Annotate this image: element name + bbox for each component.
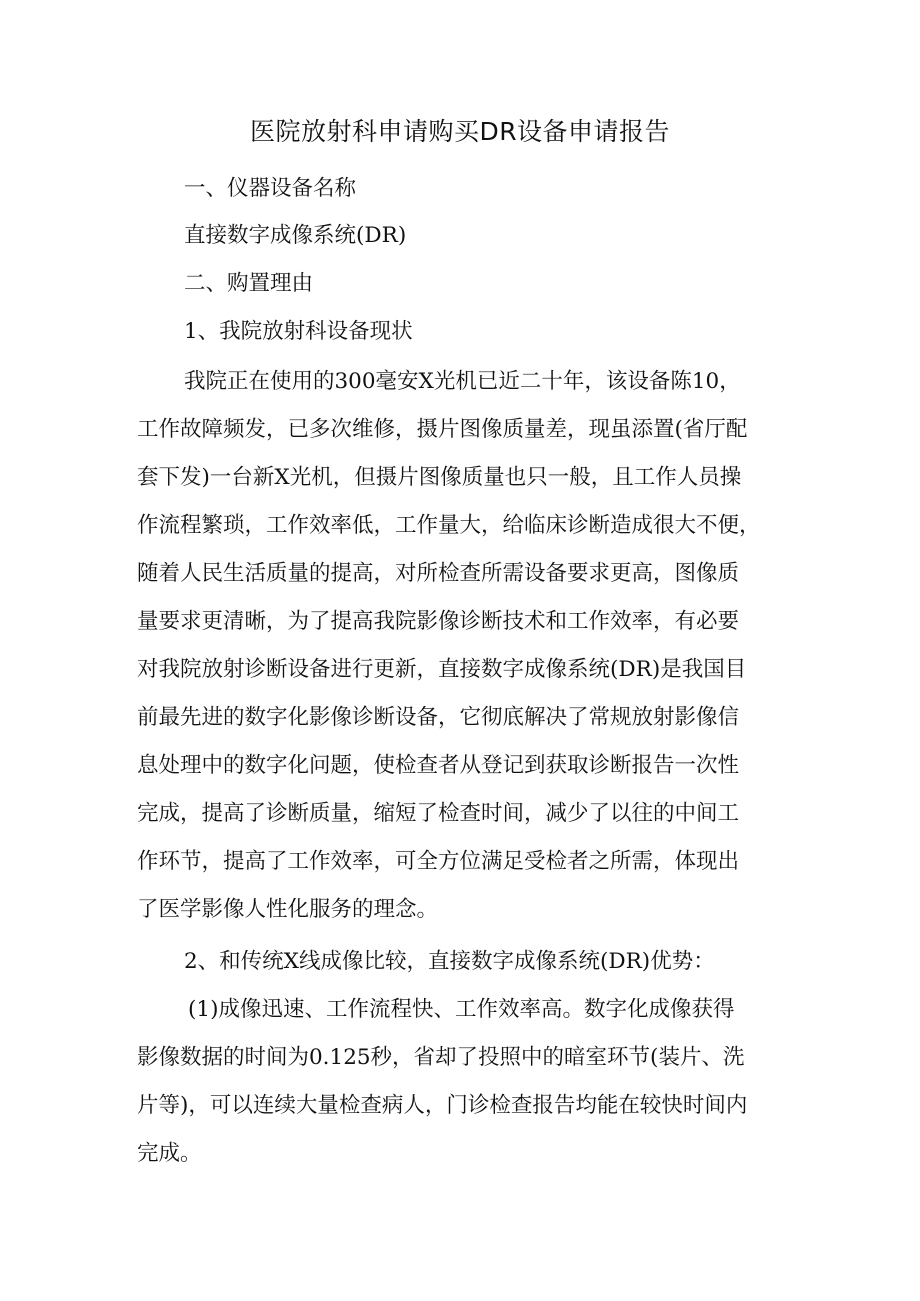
paragraph-line: 息处理中的数字化问题，使检查者从登记到获取诊断报告一次性: [137, 753, 740, 778]
paragraph-line: 作流程繁琐，工作效率低，工作量大，给临床诊断造成很大不便，: [137, 513, 761, 538]
paragraph-line: 了医学影像人性化服务的理念。: [137, 897, 439, 922]
paragraph-line: 前最先进的数字化影像诊断设备，它彻底解决了常规放射影像信: [137, 705, 740, 730]
equipment-name: 直接数字成像系统(DR): [184, 223, 407, 248]
paragraph-line: 影像数据的时间为0.125秒，省却了投照中的暗室环节(装片、洗: [137, 1045, 745, 1070]
paragraph-line: 量要求更清晰，为了提高我院影像诊断技术和工作效率，有必要: [137, 609, 740, 634]
paragraph-line: 片等)，可以连续大量检查病人，门诊检查报告均能在较快时间内: [137, 1093, 748, 1118]
section-heading-1: 一、仪器设备名称: [184, 176, 357, 201]
paragraph-line: (1)成像迅速、工作流程快、工作效率高。数字化成像获得: [188, 997, 735, 1022]
paragraph-line: 我院正在使用的300毫安X光机已近二十年，该设备陈10，: [184, 369, 741, 394]
paragraph-line: 随着人民生活质量的提高，对所检查所需设备要求更高，图像质: [137, 561, 740, 586]
document-title: 医院放射科申请购买DR设备申请报告: [249, 117, 671, 146]
paragraph-line: 作环节，提高了工作效率，可全方位满足受检者之所需，体现出: [137, 849, 740, 874]
subsection-heading-1: 1、我院放射科设备现状: [184, 319, 413, 344]
paragraph-line: 完成。: [137, 1141, 202, 1166]
paragraph-line: 套下发)一台新X光机，但摄片图像质量也只一般，且工作人员操: [137, 465, 742, 490]
paragraph-line: 完成，提高了诊断质量，缩短了检查时间，减少了以往的中间工: [137, 801, 740, 826]
paragraph-line: 对我院放射诊断设备进行更新，直接数字成像系统(DR)是我国目: [137, 657, 747, 682]
section-heading-2: 二、购置理由: [184, 271, 314, 296]
subsection-heading-2: 2、和传统X线成像比较，直接数字成像系统(DR)优势：: [184, 949, 715, 974]
paragraph-line: 工作故障频发，已多次维修，摄片图像质量差，现虽添置(省厅配: [137, 417, 748, 442]
